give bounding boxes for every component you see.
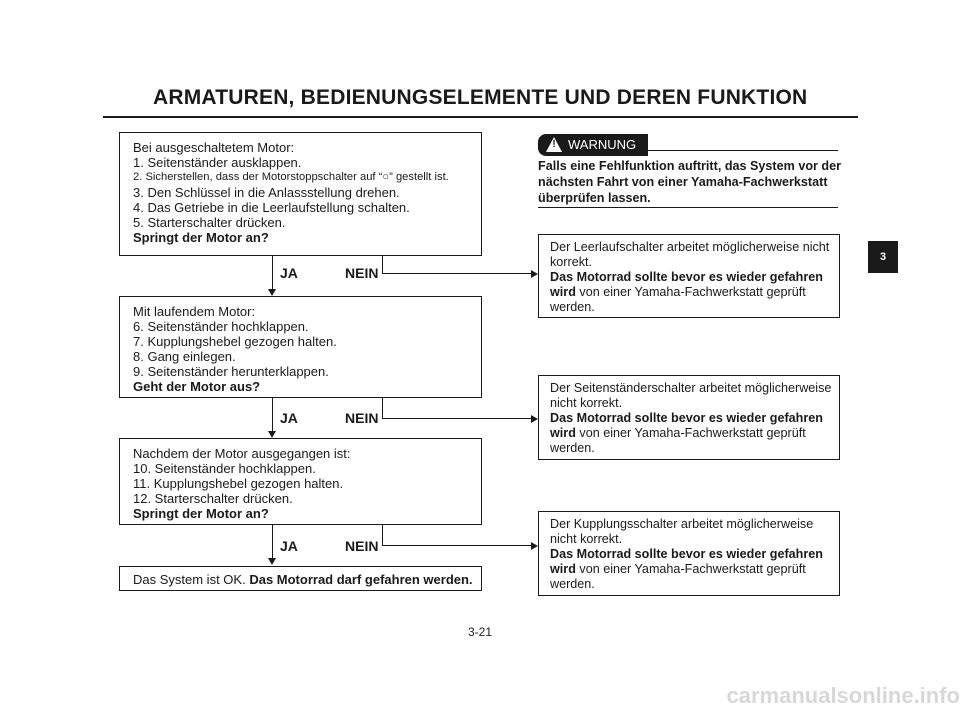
fault-line: werden. [550, 577, 595, 591]
warning-rule-bottom [538, 207, 838, 208]
step-line: 6. Seitenständer hochklappen. [133, 319, 309, 334]
yes-connector [272, 525, 273, 558]
fault-line: Der Leerlaufschalter arbeitet möglicherweise nicht [550, 240, 830, 254]
warning-badge [538, 134, 648, 156]
fault-box-3 [538, 511, 840, 596]
no-label: NEIN [345, 265, 379, 281]
step-line: 4. Das Getriebe in die Leerlaufstellung schalten. [133, 200, 410, 215]
step-line: 11. Kupplungshebel gezogen halten. [133, 476, 344, 491]
step-question: Springt der Motor an? [133, 230, 269, 245]
final-text [133, 572, 481, 587]
fault-line: nicht korrekt. [550, 396, 623, 410]
arrow-right-icon [531, 542, 538, 550]
yes-connector [272, 256, 273, 289]
step-line: 5. Starterschalter drücken. [133, 215, 286, 230]
arrow-right-icon [531, 415, 538, 423]
step-line: Bei ausgeschaltetem Motor: [133, 140, 295, 155]
step-box-2 [119, 296, 482, 398]
fault-advice: Das Motorrad sollte bevor es wieder gefahren [550, 547, 823, 561]
no-connector [382, 256, 383, 273]
watermark-link[interactable]: carmanualsonline.info [726, 683, 960, 708]
fault-line: von einer Yamaha-Fachwerkstatt geprüft [579, 426, 806, 440]
step-line: 9. Seitenständer herunterklappen. [133, 364, 329, 379]
no-connector [382, 398, 383, 418]
fault-advice: wird [550, 285, 576, 299]
no-label: NEIN [345, 538, 379, 554]
step-line: 7. Kupplungshebel gezogen halten. [133, 334, 337, 349]
yes-label: JA [280, 265, 298, 281]
final-box [119, 566, 482, 591]
fault-box-2 [538, 375, 840, 460]
step-line: 1. Seitenständer ausklappen. [133, 155, 302, 170]
chapter-tab: 3 [868, 241, 898, 273]
step-line: 2. Sicherstellen, dass der Motorstoppschalter auf “○” gestellt ist. [133, 171, 449, 183]
fault-line: Der Kupplungsschalter arbeitet möglicherweise [550, 517, 814, 531]
arrow-down-icon [268, 431, 276, 438]
step-question: Geht der Motor aus? [133, 379, 261, 394]
step-question: Springt der Motor an? [133, 506, 269, 521]
fault-line: von einer Yamaha-Fachwerkstatt geprüft [579, 285, 806, 299]
fault-box-1 [538, 234, 840, 318]
page-number: 3-21 [467, 625, 493, 639]
no-connector [382, 273, 531, 274]
final-conclusion: Das Motorrad darf gefahren werden. [249, 572, 473, 587]
step-line: 3. Den Schlüssel in die Anlassstellung drehen. [133, 185, 400, 200]
fault-advice: Das Motorrad sollte bevor es wieder gefahren [550, 411, 823, 425]
arrow-down-icon [268, 289, 276, 296]
step-box-3 [119, 438, 482, 525]
title-rule [103, 116, 858, 118]
arrow-down-icon [268, 558, 276, 565]
arrow-right-icon [531, 270, 538, 278]
exclamation-mark-icon: ! [552, 139, 556, 150]
fault-advice: Das Motorrad sollte bevor es wieder gefahren [550, 270, 823, 284]
warning-text: Falls eine Fehlfunktion auftritt, das System vor der nächsten Fahrt von einer Yamaha-Fachwerkstatt überprüfen lassen. [538, 159, 842, 205]
fault-advice: wird [550, 426, 576, 440]
step-line: 8. Gang einlegen. [133, 349, 236, 364]
page-title: ARMATUREN, BEDIENUNGSELEMENTE UND DEREN FUNKTION [153, 86, 808, 109]
step-line: Nachdem der Motor ausgegangen ist: [133, 446, 351, 461]
step-line: 12. Starterschalter drücken. [133, 491, 293, 506]
fault-line: Der Seitenständerschalter arbeitet möglicherweise [550, 381, 832, 395]
no-label: NEIN [345, 410, 379, 426]
no-connector [382, 545, 531, 546]
fault-line: werden. [550, 300, 595, 314]
warning-label: WARNUNG [568, 137, 637, 152]
fault-line: von einer Yamaha-Fachwerkstatt geprüft [579, 562, 806, 576]
yes-label: JA [280, 538, 298, 554]
step-line: Mit laufendem Motor: [133, 304, 256, 319]
fault-line: nicht korrekt. [550, 532, 623, 546]
step-box-1 [119, 132, 482, 256]
fault-line: korrekt. [550, 255, 592, 269]
no-connector [382, 525, 383, 545]
step-line: 10. Seitenständer hochklappen. [133, 461, 316, 476]
yes-connector [272, 398, 273, 431]
no-connector [382, 418, 531, 419]
fault-advice: wird [550, 562, 576, 576]
final-status: Das System ist OK. [133, 572, 246, 587]
fault-line: werden. [550, 441, 595, 455]
yes-label: JA [280, 410, 298, 426]
warning-rule-top [648, 150, 838, 151]
